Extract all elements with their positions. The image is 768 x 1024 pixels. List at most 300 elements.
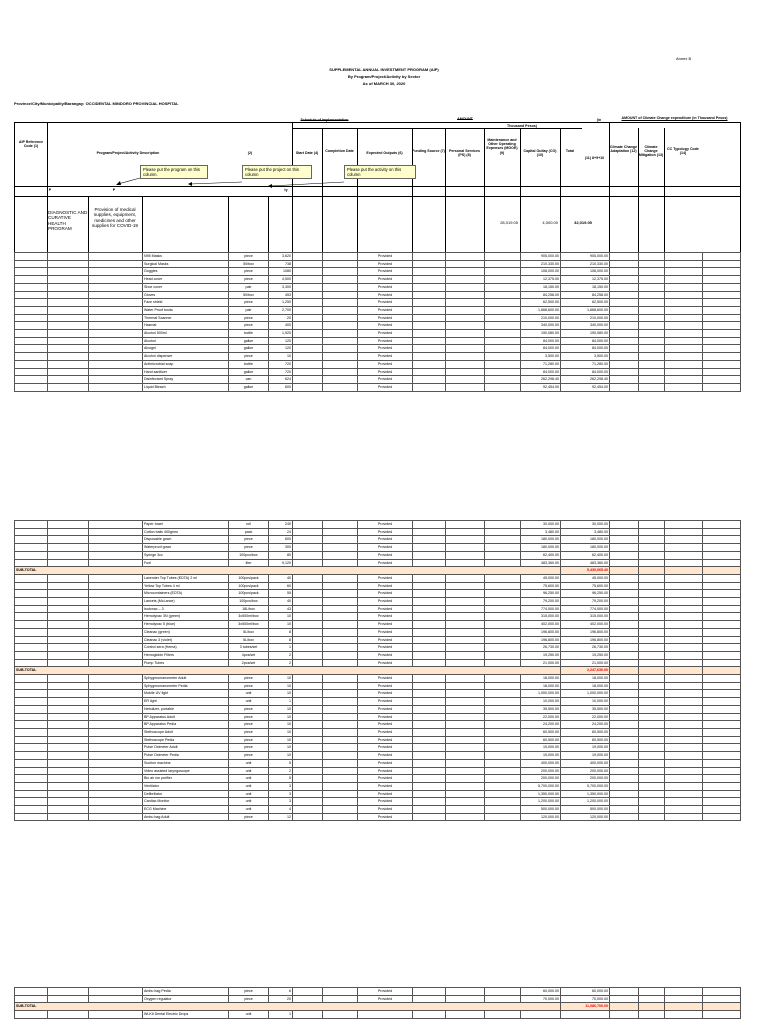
table-cell [665, 798, 703, 806]
item-amount: 262,298.40 [521, 376, 561, 384]
table-cell [413, 767, 446, 775]
item-amount: 905,000.00 [521, 253, 561, 261]
table-cell [293, 767, 323, 775]
item-unit: piece [229, 995, 269, 1003]
table-row [15, 1011, 741, 1019]
table-cell [639, 253, 665, 261]
table-cell [323, 368, 358, 376]
table-cell [703, 376, 741, 384]
table-cell [446, 744, 485, 752]
item-output: Provided [358, 330, 413, 338]
table-cell [703, 528, 741, 536]
item-output: Provided [358, 705, 413, 713]
table-cell [665, 995, 703, 1003]
table-cell [323, 744, 358, 752]
item-output: Provided [358, 536, 413, 544]
table-cell [48, 682, 89, 690]
table-cell [323, 376, 358, 384]
item-total: 400,000.00 [561, 759, 610, 767]
table-cell [89, 767, 143, 775]
table-cell [446, 345, 485, 353]
table-cell [15, 559, 48, 567]
table-cell [485, 988, 521, 996]
ty-marker: ty [284, 188, 288, 192]
table-cell [485, 759, 521, 767]
table-cell [89, 306, 143, 314]
table-row [15, 291, 741, 299]
table-cell [610, 659, 639, 667]
table-cell [446, 582, 485, 590]
table-cell [89, 283, 143, 291]
item-unit: gallon [229, 368, 269, 376]
table-cell [665, 651, 703, 659]
item-quantity: 9,120 [269, 559, 293, 567]
table-cell [561, 1011, 610, 1019]
table-cell [639, 322, 665, 330]
table-cell [703, 276, 741, 284]
table-cell [485, 345, 521, 353]
item-quantity: 20 [269, 995, 293, 1003]
table-cell [48, 690, 89, 698]
item-amount: 45,000.00 [521, 574, 561, 582]
table-cell [610, 383, 639, 391]
item-total: 71,280.00 [561, 360, 610, 368]
item-total: 315,000.00 [561, 613, 610, 621]
table-cell [413, 337, 446, 345]
table-cell [48, 759, 89, 767]
item-output: Provided [358, 636, 413, 644]
item-output: Provided [358, 368, 413, 376]
table-cell [323, 644, 358, 652]
table-cell [485, 353, 521, 361]
table-cell [413, 536, 446, 544]
table-cell [89, 536, 143, 544]
table-cell [323, 314, 358, 322]
item-amount: 108,000.00 [521, 268, 561, 276]
item-amount: 24,200.00 [521, 721, 561, 729]
table-cell [610, 314, 639, 322]
table-row [15, 621, 741, 629]
table-row [15, 306, 741, 314]
table-cell [665, 559, 703, 567]
item-quantity: 3,620 [269, 253, 293, 261]
table-cell [639, 659, 665, 667]
item-name: Goggles [143, 268, 229, 276]
table-cell [610, 698, 639, 706]
item-output: Provided [358, 752, 413, 760]
table-row [15, 644, 741, 652]
item-unit: piece [229, 813, 269, 821]
table-cell [413, 322, 446, 330]
table-cell [413, 253, 446, 261]
item-name: Pulse Oximeter Pedia [143, 752, 229, 760]
item-amount: 340,000.00 [521, 322, 561, 330]
table-cell [703, 644, 741, 652]
table-cell [323, 613, 358, 621]
table-cell [703, 636, 741, 644]
table-cell [485, 651, 521, 659]
item-output: Provided [358, 651, 413, 659]
col-ccm: Climate Change Mitigation (13) [638, 145, 664, 158]
table-cell [665, 360, 703, 368]
table-cell [703, 698, 741, 706]
table-cell [639, 551, 665, 559]
table-cell [293, 598, 323, 606]
table-cell [485, 268, 521, 276]
table-cell [48, 559, 89, 567]
item-name: Gloves [143, 291, 229, 299]
table-cell [639, 276, 665, 284]
table-cell [485, 253, 521, 261]
item-unit: bottle [229, 360, 269, 368]
table-cell [413, 260, 446, 268]
table-cell [293, 736, 323, 744]
comment-arrows [110, 170, 370, 190]
item-unit: unit [229, 775, 269, 783]
table-cell [610, 574, 639, 582]
item-quantity: 10 [269, 728, 293, 736]
table-cell [610, 728, 639, 736]
table-cell [703, 368, 741, 376]
item-name: Face shield [143, 299, 229, 307]
item-output: Provided [358, 713, 413, 721]
page-subtitle: By Program/Project/Activity by Sector [347, 74, 421, 79]
table-cell [665, 322, 703, 330]
table-cell [15, 306, 48, 314]
item-name: BP Apparatus Pedia [143, 721, 229, 729]
table-cell [485, 1011, 521, 1019]
table-cell [293, 559, 323, 567]
subtotal-row [15, 667, 741, 675]
table-cell [323, 330, 358, 338]
table-cell [665, 291, 703, 299]
table-row [15, 368, 741, 376]
table-cell [48, 314, 89, 322]
table-cell [639, 651, 665, 659]
table-cell [665, 721, 703, 729]
table-cell [703, 283, 741, 291]
table-cell [610, 721, 639, 729]
table-cell [446, 690, 485, 698]
table-cell [446, 775, 485, 783]
table-cell [485, 713, 521, 721]
table-cell [639, 314, 665, 322]
item-output: Provided [358, 582, 413, 590]
table-cell [413, 628, 446, 636]
item-quantity: 43 [269, 605, 293, 613]
table-cell [446, 544, 485, 552]
table-cell [15, 728, 48, 736]
table-cell [485, 574, 521, 582]
table-cell [323, 767, 358, 775]
table-cell [703, 744, 741, 752]
item-amount: 71,280.00 [521, 360, 561, 368]
item-name: Bio air ion purifier [143, 775, 229, 783]
item-output: Provided [358, 253, 413, 261]
item-output: Provided [358, 744, 413, 752]
item-total: 79,200.00 [561, 598, 610, 606]
table-cell [703, 306, 741, 314]
table-cell [89, 368, 143, 376]
item-amount: 196,800.00 [521, 628, 561, 636]
table-cell [293, 590, 323, 598]
table-cell [293, 798, 323, 806]
table-cell [413, 744, 446, 752]
table-cell [665, 551, 703, 559]
table-cell [610, 322, 639, 330]
item-output: Provided [358, 598, 413, 606]
item-total: 84,000.00 [561, 337, 610, 345]
table-cell [48, 322, 89, 330]
item-amount: 3,480.00 [521, 528, 561, 536]
table-cell [413, 521, 446, 529]
item-unit: gallon [229, 337, 269, 345]
table-cell [485, 721, 521, 729]
table-cell [485, 598, 521, 606]
item-name: Disinfectant Spray [143, 376, 229, 384]
table-cell [89, 383, 143, 391]
table-cell [703, 651, 741, 659]
item-quantity: 6 [269, 988, 293, 996]
page-title: SUPPLEMENTAL ANNUAL INVESTMENT PROGRAM (AIP) [329, 67, 439, 72]
item-unit: 2pcs/set [229, 659, 269, 667]
item-output: Provided [358, 644, 413, 652]
table-cell [521, 1011, 561, 1019]
table-cell [323, 690, 358, 698]
table-cell [703, 605, 741, 613]
subtotal-label: SUB-TOTAL [15, 667, 561, 675]
table-cell [446, 798, 485, 806]
item-quantity: 60 [269, 582, 293, 590]
table-cell [15, 736, 48, 744]
table-cell [15, 698, 48, 706]
item-output: Provided [358, 767, 413, 775]
item-amount: 60,500.00 [521, 728, 561, 736]
item-total: 62,400.00 [561, 551, 610, 559]
item-output: Provided [358, 813, 413, 821]
table-cell [89, 995, 143, 1003]
table-row [15, 682, 741, 690]
table-row [15, 345, 741, 353]
table-cell [703, 728, 741, 736]
table-cell [703, 590, 741, 598]
table-cell [15, 598, 48, 606]
table-row [15, 705, 741, 713]
table-row [15, 628, 741, 636]
table-cell [665, 353, 703, 361]
item-name: Video assisted laryngoscope [143, 767, 229, 775]
table-cell [665, 567, 703, 575]
col-completion-date: Completion Date [325, 149, 354, 153]
table-cell [485, 590, 521, 598]
table-cell [89, 322, 143, 330]
table-cell [413, 752, 446, 760]
table-cell [89, 598, 143, 606]
table-cell [48, 636, 89, 644]
subtotal-row [15, 1003, 741, 1011]
item-unit: 3x500ml/box [229, 613, 269, 621]
table-cell [48, 659, 89, 667]
table-cell [48, 306, 89, 314]
item-unit: piece [229, 728, 269, 736]
table-cell [413, 528, 446, 536]
table-cell [323, 306, 358, 314]
table-cell [323, 813, 358, 821]
table-cell [665, 644, 703, 652]
table-cell [413, 775, 446, 783]
table-cell [485, 621, 521, 629]
table-cell [703, 675, 741, 683]
table-cell [89, 798, 143, 806]
table-cell [48, 345, 89, 353]
item-quantity: 10 [269, 736, 293, 744]
table-cell [610, 621, 639, 629]
table-cell [15, 536, 48, 544]
item-quantity: 2,700 [269, 306, 293, 314]
item-total: 1,350,000.00 [561, 790, 610, 798]
item-total: 19,250.00 [561, 651, 610, 659]
item-amount: 180,000.00 [521, 536, 561, 544]
table-cell [665, 705, 703, 713]
table-cell [610, 337, 639, 345]
table-cell [703, 767, 741, 775]
item-total: 62,500.00 [561, 299, 610, 307]
table-cell [665, 659, 703, 667]
table-cell [15, 721, 48, 729]
item-total: 84,000.00 [561, 345, 610, 353]
item-unit: pair [229, 283, 269, 291]
comment-activity: Please put the activity on this column [344, 165, 416, 179]
item-quantity: 80 [269, 551, 293, 559]
item-total: 120,000.00 [561, 813, 610, 821]
table-row [15, 659, 741, 667]
table-cell [610, 376, 639, 384]
item-output: Provided [358, 682, 413, 690]
table-cell [610, 790, 639, 798]
table-cell [446, 813, 485, 821]
table-cell [485, 644, 521, 652]
item-unit: 3x500ml/box [229, 621, 269, 629]
item-amount: 84,000.00 [521, 345, 561, 353]
item-name: Alcohol 500ml [143, 330, 229, 338]
table-cell [446, 330, 485, 338]
table-cell [293, 721, 323, 729]
table-cell [446, 728, 485, 736]
item-unit: piece [229, 988, 269, 996]
item-quantity: 20 [269, 314, 293, 322]
item-name: Water Proof boots [143, 306, 229, 314]
table-cell [293, 782, 323, 790]
item-output: Provided [358, 775, 413, 783]
item-unit: unit [229, 698, 269, 706]
table-cell [293, 353, 323, 361]
table-cell [293, 728, 323, 736]
table-cell [703, 291, 741, 299]
table-cell [89, 988, 143, 996]
table-cell [446, 705, 485, 713]
table-cell [446, 605, 485, 613]
table-cell [323, 806, 358, 814]
table-cell [446, 306, 485, 314]
table-row [15, 299, 741, 307]
item-quantity: 738 [269, 260, 293, 268]
table-cell [89, 291, 143, 299]
item-name: Yellow Top Tubes 4 ml [143, 582, 229, 590]
table-cell [323, 268, 358, 276]
table-cell [48, 330, 89, 338]
item-quantity: 10 [269, 690, 293, 698]
item-quantity: 10 [269, 721, 293, 729]
item-quantity: 1 [269, 698, 293, 706]
table-cell [15, 582, 48, 590]
table-cell [293, 628, 323, 636]
item-output: Provided [358, 528, 413, 536]
table-cell [413, 636, 446, 644]
table-cell [703, 567, 741, 575]
item-quantity: 120 [269, 345, 293, 353]
table-cell [485, 728, 521, 736]
table-cell [665, 598, 703, 606]
table-cell [293, 582, 323, 590]
table-row [15, 330, 741, 338]
table-cell [89, 775, 143, 783]
table-cell [665, 544, 703, 552]
table-cell [485, 775, 521, 783]
table-cell [665, 306, 703, 314]
item-output: Provided [358, 613, 413, 621]
table-cell [485, 260, 521, 268]
item-total: 26,730.00 [561, 644, 610, 652]
table-cell [413, 360, 446, 368]
item-quantity: 10 [269, 353, 293, 361]
table-cell [15, 551, 48, 559]
item-quantity: 2 [269, 659, 293, 667]
table-cell [446, 613, 485, 621]
table-cell [703, 559, 741, 567]
item-quantity: 40 [269, 598, 293, 606]
table-cell [485, 559, 521, 567]
table-cell [48, 713, 89, 721]
item-output: Provided [358, 551, 413, 559]
item-name: Shoe cover [143, 283, 229, 291]
table-cell [446, 644, 485, 652]
table-cell [665, 582, 703, 590]
item-name: Syringe 3cc [143, 551, 229, 559]
table-cell [485, 291, 521, 299]
table-cell [413, 798, 446, 806]
table-cell [639, 376, 665, 384]
table-cell [48, 698, 89, 706]
item-amount: 19,250.00 [521, 651, 561, 659]
item-unit: unit [229, 790, 269, 798]
table-row [15, 721, 741, 729]
table-cell [485, 690, 521, 698]
item-total: 60,000.00 [561, 988, 610, 996]
table-row [15, 268, 741, 276]
table-cell [703, 690, 741, 698]
table-row [15, 283, 741, 291]
table-cell [323, 551, 358, 559]
table-cell [89, 613, 143, 621]
table-cell [610, 682, 639, 690]
item-total: 75,600.00 [561, 582, 610, 590]
table-cell [639, 636, 665, 644]
table-cell [323, 559, 358, 567]
item-total: 774,000.00 [561, 605, 610, 613]
table-cell [323, 299, 358, 307]
table-row [15, 360, 741, 368]
table-cell [48, 613, 89, 621]
